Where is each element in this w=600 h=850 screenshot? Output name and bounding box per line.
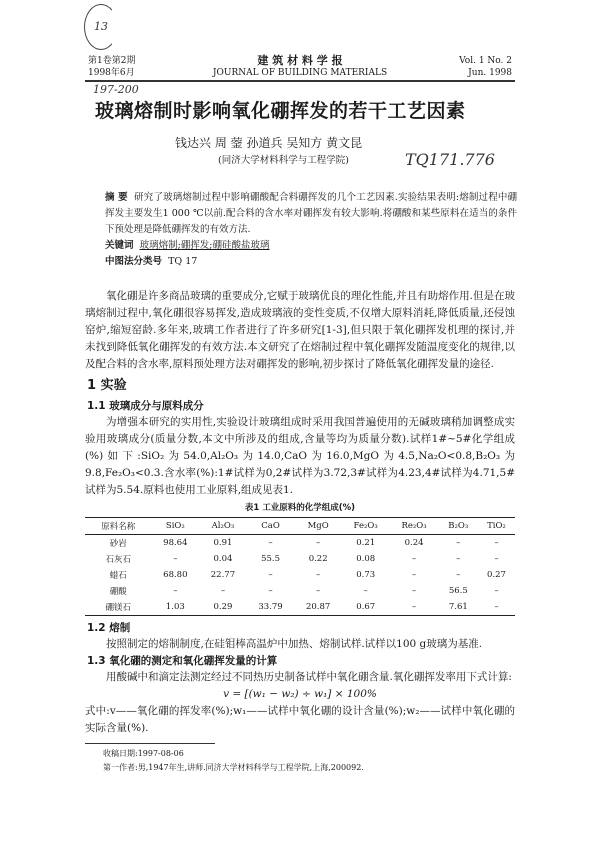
material-name-cell: 石灰石	[105, 555, 132, 565]
table-1	[85, 517, 515, 616]
col-header: Re₂O₃	[401, 521, 427, 531]
value-cell: 0.27	[486, 570, 506, 580]
value-cell: –	[494, 586, 499, 596]
table-row	[85, 535, 515, 552]
table-header-row	[85, 518, 515, 535]
date-en: Jun. 1998	[468, 68, 512, 78]
section-1-1-heading: 1.1 玻璃成分与原料成分	[87, 400, 204, 412]
col-header: Fe₂O₃	[353, 521, 378, 531]
value-cell: –	[268, 570, 273, 580]
value-cell: 0.91	[213, 538, 233, 548]
material-name-cell: 砂岩	[109, 539, 127, 549]
value-cell: 55.5	[261, 554, 281, 564]
classification	[105, 254, 517, 270]
value-cell: –	[411, 570, 417, 580]
col-header: MgO	[307, 521, 329, 531]
value-cell: –	[494, 538, 499, 548]
handwritten-class-code: TQ171.776	[405, 150, 495, 169]
value-cell: –	[494, 602, 499, 612]
header-rule	[85, 80, 515, 82]
value-cell: –	[411, 602, 417, 612]
value-cell: 0.67	[356, 602, 376, 612]
authors: 钱达兴 周 蓥 孙道兵 吴知方 黄文昆	[175, 136, 363, 150]
section-1-3-heading: 1.3 氧化硼的测定和氧化硼挥发量的计算	[87, 655, 278, 667]
classification-code: TQ 17	[168, 256, 198, 267]
value-cell: –	[456, 538, 461, 548]
abstract-text: 研究了玻璃熔制过程中影响硼酸配合料硼挥发的几个工艺因素.实验结果表明:熔制过程中硼挥发主要发生1 000 ℃以前.配合料的含水率对硼挥发有较大影响.将硼酸和某些原料在适当的条件下预处理是降低硼挥发的有效方法.	[105, 192, 518, 235]
value-cell: –	[411, 586, 417, 596]
header-left	[88, 55, 135, 79]
value-cell: –	[456, 554, 461, 564]
body-column	[85, 288, 515, 775]
value-cell: 22.77	[210, 570, 236, 580]
intro-paragraph: 氧化硼是许多商品玻璃的重要成分,它赋于玻璃优良的理化性能,并且有助熔作用.但是在玻璃熔制过程中,氧化硼很容易挥发,造成玻璃液的变性变质,不仅增大原料消耗,降低质量,还侵蚀窑炉,缩短窑龄.多年来,玻璃工作者进行了许多研究[1-3],但只限于氧化硼挥发机理的探讨,并未找到降低氧化硼挥发的有效方法.本文研究了在熔制过程中氧化硼挥发随温度变化的规律,以及配合料的含水率,原料预处理方法对硼挥发的影响,初步探讨了降低氧化硼挥发量的途径.	[85, 290, 516, 370]
table-row	[85, 567, 515, 583]
value-cell: –	[173, 586, 178, 596]
value-cell: –	[220, 586, 226, 596]
formula-legend: 式中:v——氧化硼的挥发率(%);w₁——试样中氧化硼的设计含量(%);w₂——试样中氧化硼的实际含量(%).	[85, 705, 515, 734]
value-cell: –	[316, 570, 321, 580]
table-row	[85, 599, 515, 616]
value-cell: –	[268, 538, 273, 548]
handwritten-circle-mark: 13	[84, 4, 118, 50]
abstract	[105, 190, 517, 238]
keywords	[105, 238, 517, 254]
volume-en: Vol. 1 No. 2	[459, 56, 512, 66]
abstract-label: 摘 要	[105, 192, 128, 203]
col-header: TiO₂	[487, 521, 506, 531]
value-cell: 56.5	[448, 586, 468, 596]
journal-cn: 建 筑 材 料 学 报	[257, 54, 343, 67]
table-caption: 表1 工业原料的化学组成(%)	[244, 503, 356, 513]
section-1-3-text: 用酸碱中和滴定法测定经过不同热历史制备试样中氧化硼含量.氧化硼挥发率用下式计算:	[106, 671, 512, 683]
value-cell: 7.61	[448, 602, 468, 612]
value-cell: 0.22	[308, 554, 328, 564]
section-1-2-heading: 1.2 熔制	[87, 622, 131, 634]
value-cell: –	[494, 554, 499, 564]
value-cell: 1.03	[165, 602, 185, 612]
col-header: CaO	[261, 521, 280, 531]
value-cell: –	[363, 586, 368, 596]
value-cell: –	[316, 586, 321, 596]
col-header: Al₂O₃	[211, 521, 235, 531]
col-header: 原料名称	[101, 522, 136, 532]
value-cell: 98.64	[163, 538, 188, 548]
value-cell: 0.29	[213, 602, 233, 612]
footnote-received: 收稿日期:1997-08-06	[103, 749, 184, 758]
header-right	[459, 55, 512, 79]
classification-label: 中图法分类号	[105, 256, 163, 267]
footnote-rule	[85, 743, 215, 744]
keywords-label: 关键词	[105, 240, 134, 251]
value-cell: 0.21	[356, 538, 376, 548]
volume-cn: 第1卷第2期	[88, 56, 136, 66]
value-cell: 0.24	[404, 538, 424, 548]
header-center	[200, 54, 400, 79]
footnote-author: 第一作者:男,1947年生,讲师.同济大学材料科学与工程学院,上海,200092.	[103, 763, 364, 772]
handwritten-pages: 197-200	[93, 83, 139, 96]
material-name-cell: 硼镁石	[105, 603, 132, 613]
formula: v = [(w₁ − w₂) ÷ w₁] × 100%	[223, 688, 377, 700]
section-1-1-text: 为增强本研究的实用性,实验设计玻璃组成时采用我国普遍使用的无碱玻璃稍加调整成实验用玻璃成分(质量分数,本文中所涉及的组成,含量等均为质量分数).试样1#~5#化学组成(%)如下:SiO₂为54.0,Al₂O₃为14.0,CaO为16.0,MgO为4.5,Na₂O<0.8,B₂O₃为9.8,Fe₂O₃<0.3.含水率(%):1#试样为0,2#试样为3.72,3#试样为4.23,4#试样为4.71,5#试样为5.54.原料也使用工业原料,组成见表1.	[85, 416, 515, 496]
value-cell: 0.73	[356, 570, 376, 580]
keywords-text: 玻璃熔制;硼挥发;硼硅酸盐玻璃	[139, 240, 270, 251]
affiliation: (同济大学材料科学与工程学院)	[218, 155, 349, 166]
value-cell: –	[411, 554, 417, 564]
col-header: SiO₂	[165, 521, 185, 531]
footnotes	[85, 747, 515, 775]
value-cell: 33.79	[258, 602, 283, 612]
journal-en: JOURNAL OF BUILDING MATERIALS	[212, 68, 388, 78]
col-header: B₂O₃	[448, 521, 469, 531]
value-cell: –	[268, 586, 273, 596]
value-cell: 68.80	[163, 570, 188, 580]
table-row	[85, 583, 515, 599]
page-title: 玻璃熔制时影响氧化硼挥发的若干工艺因素	[95, 100, 466, 122]
table-row	[85, 551, 515, 567]
material-name-cell: 蜡石	[109, 571, 127, 581]
value-cell: –	[173, 554, 178, 564]
date-cn: 1998年6月	[88, 68, 135, 78]
section-1-heading: 1 实验	[87, 378, 127, 393]
value-cell: 20.87	[305, 602, 331, 612]
material-name-cell: 硼酸	[109, 587, 127, 597]
value-cell: –	[316, 538, 321, 548]
value-cell: 0.08	[356, 554, 376, 564]
abstract-block	[105, 190, 517, 270]
value-cell: 0.04	[213, 554, 233, 564]
value-cell: –	[456, 570, 461, 580]
section-1-2-text: 按照制定的熔制制度,在硅钼棒高温炉中加热、熔制试样.试样以100 g玻璃为基准.	[106, 638, 483, 650]
